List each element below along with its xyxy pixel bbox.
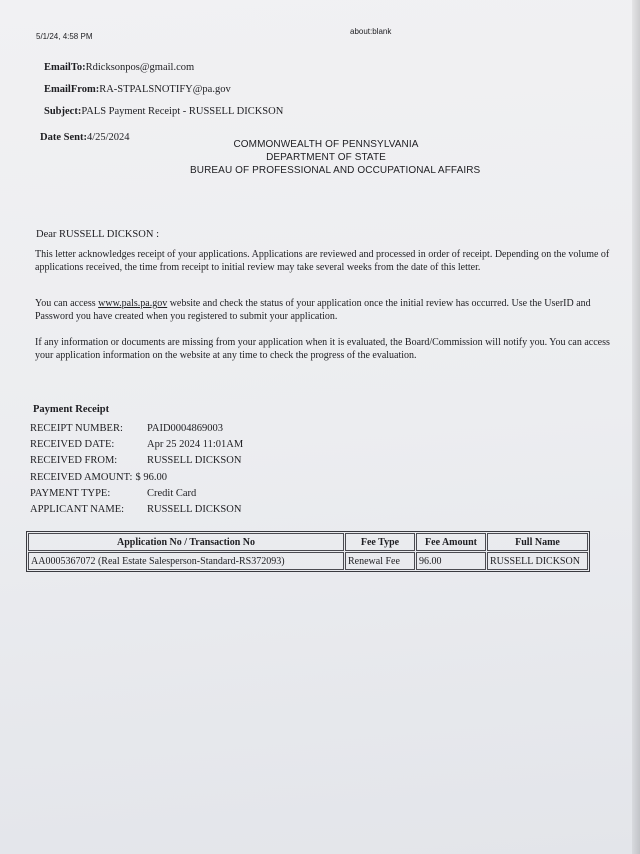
applicant-name-label: APPLICANT NAME: [30,504,125,515]
payment-type-row [30,488,196,499]
col-header-application-no: Application No / Transaction No [28,533,344,551]
cell-fee-amount: 96.00 [416,552,486,570]
para2-text-before: You can access [35,298,99,309]
table-header-row [28,533,588,551]
payment-receipt-title: Payment Receipt [33,404,110,415]
receipt-number-row [30,423,223,434]
letter-paragraph-3: If any information or documents are missing from your application when it is evaluated, the Board/Commission will notify you. You can access your application information on the website at any time to check the progress of the evaluation. [35,337,610,361]
receipt-number-value: PAID0004869003 [147,423,224,434]
email-subject-label: Subject: [44,106,82,117]
pals-website-link[interactable]: www.pals.pa.gov [98,298,168,309]
received-date-label: RECEIVED DATE: [30,439,115,450]
org-line-department: DEPARTMENT OF STATE [266,152,386,163]
email-to-label: EmailTo: [44,62,86,73]
para2-text-after: website and check the status of your application once the initial review has occurred. Use the UserID and Password you have created when you registered to submit your application. [35,298,591,322]
letter-paragraph-1: This letter acknowledges receipt of your applications. Applications are reviewed and processed in order of receipt. Depending on the volume of applications received, the time from receipt to initial review may take several weeks from the date of this letter. [35,249,610,273]
email-from-line [44,84,231,95]
email-date-line [40,132,130,143]
received-amount-row [30,472,167,483]
org-line-bureau: BUREAU OF PROFESSIONAL AND OCCUPATIONAL AFFAIRS [190,165,481,176]
received-from-row [30,455,241,466]
email-date-value: 4/25/2024 [86,132,130,143]
col-header-fee-amount: Fee Amount [416,533,486,551]
receipt-number-label: RECEIPT NUMBER: [30,423,123,434]
letter-salutation: Dear RUSSELL DICKSON : [36,229,159,240]
page-shadow-edge [632,0,640,854]
payment-type-value: Credit Card [147,488,197,499]
letter-paragraph-2 [35,297,619,323]
applicant-name-row [30,504,241,515]
cell-full-name: RUSSELL DICKSON [487,552,588,570]
transaction-table [26,531,590,572]
email-subject-line [44,106,283,117]
applicant-name-value: RUSSELL DICKSON [147,504,242,515]
email-from-value: RA-STPALSNOTIFY@pa.gov [99,84,231,95]
print-datetime: 5/1/24, 4:58 PM [36,32,93,41]
table-row [28,552,588,570]
col-header-fee-type: Fee Type [345,533,415,551]
cell-application-no: AA0005367072 (Real Estate Salesperson-Standard-RS372093) [28,552,344,570]
received-from-label: RECEIVED FROM: [30,455,118,466]
col-header-full-name: Full Name [487,533,588,551]
email-from-label: EmailFrom: [44,84,100,95]
received-from-value: RUSSELL DICKSON [147,455,242,466]
payment-type-label: PAYMENT TYPE: [30,488,111,499]
email-to-value: Rdicksonpos@gmail.com [85,62,195,73]
org-line-commonwealth: COMMONWEALTH OF PENNSYLVANIA [233,139,419,150]
received-date-value: Apr 25 2024 11:01AM [147,439,244,450]
received-date-row [30,439,243,450]
email-subject-value: PALS Payment Receipt - RUSSELL DICKSON [81,106,284,117]
email-date-label: Date Sent: [40,132,87,143]
received-amount-label: RECEIVED AMOUNT: [30,472,133,483]
email-to-line [44,62,194,73]
received-amount-value: $ 96.00 [135,472,167,483]
print-url: about:blank [350,27,392,36]
cell-fee-type: Renewal Fee [345,552,415,570]
